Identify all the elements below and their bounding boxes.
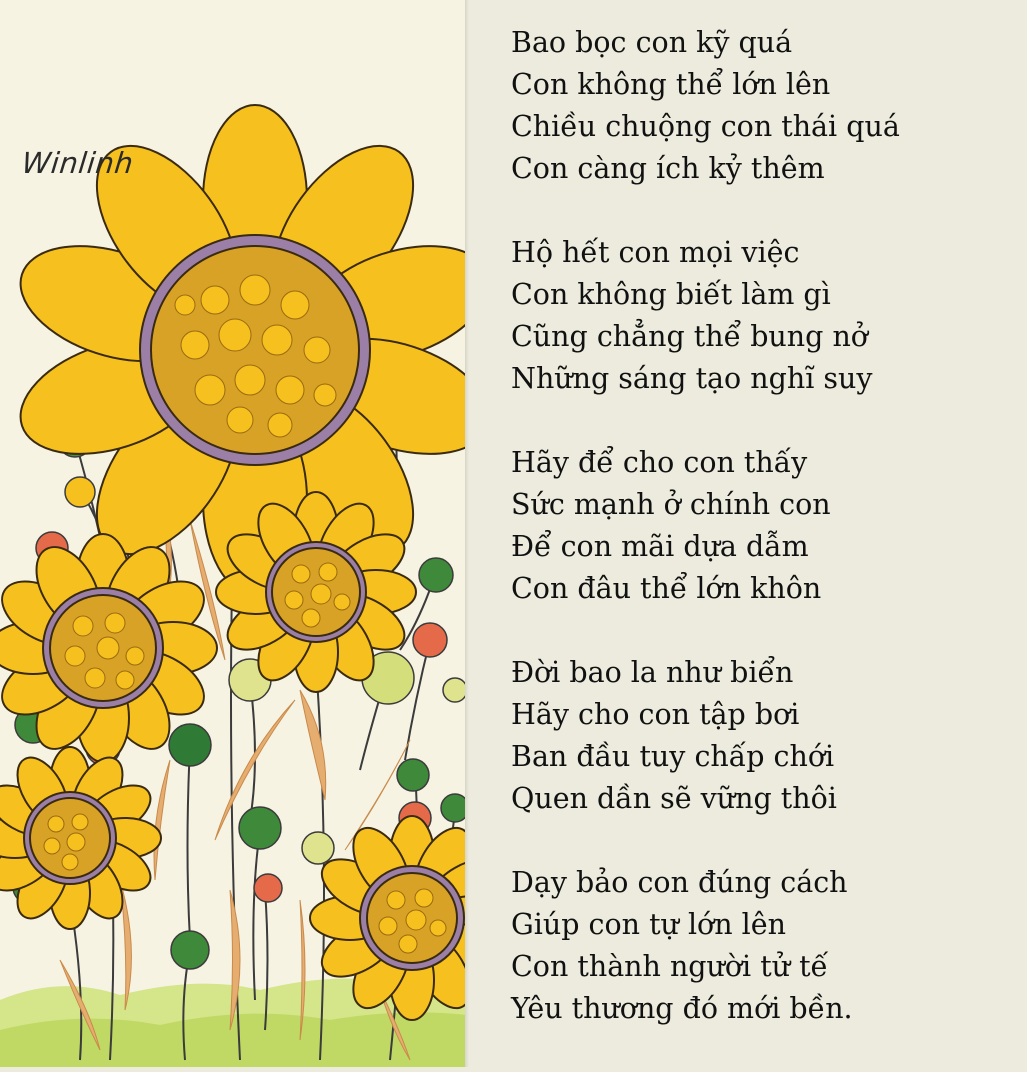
poem-line: Đời bao la như biển [511, 656, 794, 689]
poem-line: Con thành người tử tế [511, 950, 829, 983]
poem-line: Ban đầu tuy chấp chới [511, 740, 835, 773]
poem [511, 22, 1011, 1072]
stanza [511, 232, 1011, 400]
poem-line: Con càng ích kỷ thêm [511, 152, 825, 185]
stanza [511, 22, 1011, 190]
poem-line: Chiều chuộng con thái quá [511, 110, 900, 143]
sunflower-artwork [0, 0, 467, 1067]
poem-line: Dạy bảo con đúng cách [511, 866, 848, 899]
poem-line: Giúp con tự lớn lên [511, 908, 786, 941]
poem-line: Yêu thương đó mới bền. [511, 992, 853, 1025]
poem-line: Bao bọc con kỹ quá [511, 26, 793, 59]
artist-signature: Winlinh [20, 146, 136, 180]
poem-line: Con không biết làm gì [511, 278, 831, 311]
poem-line: Sức mạnh ở chính con [511, 488, 831, 521]
poem-line: Để con mãi dựa dẫm [511, 530, 809, 563]
poem-line: Con không thể lớn lên [511, 68, 831, 101]
poem-line: Cũng chẳng thể bung nở [511, 320, 868, 353]
poem-line: Con đâu thể lớn khôn [511, 572, 822, 605]
poem-line: Quen dần sẽ vững thôi [511, 782, 837, 815]
stanza [511, 862, 1011, 1030]
poem-line: Hộ hết con mọi việc [511, 236, 800, 269]
poem-line: Những sáng tạo nghĩ suy [511, 362, 873, 395]
page-divider [465, 0, 469, 1067]
poem-line: Hãy cho con tập bơi [511, 698, 800, 731]
stanza [511, 442, 1011, 610]
stanza [511, 652, 1011, 820]
poem-line: Hãy để cho con thấy [511, 446, 808, 479]
